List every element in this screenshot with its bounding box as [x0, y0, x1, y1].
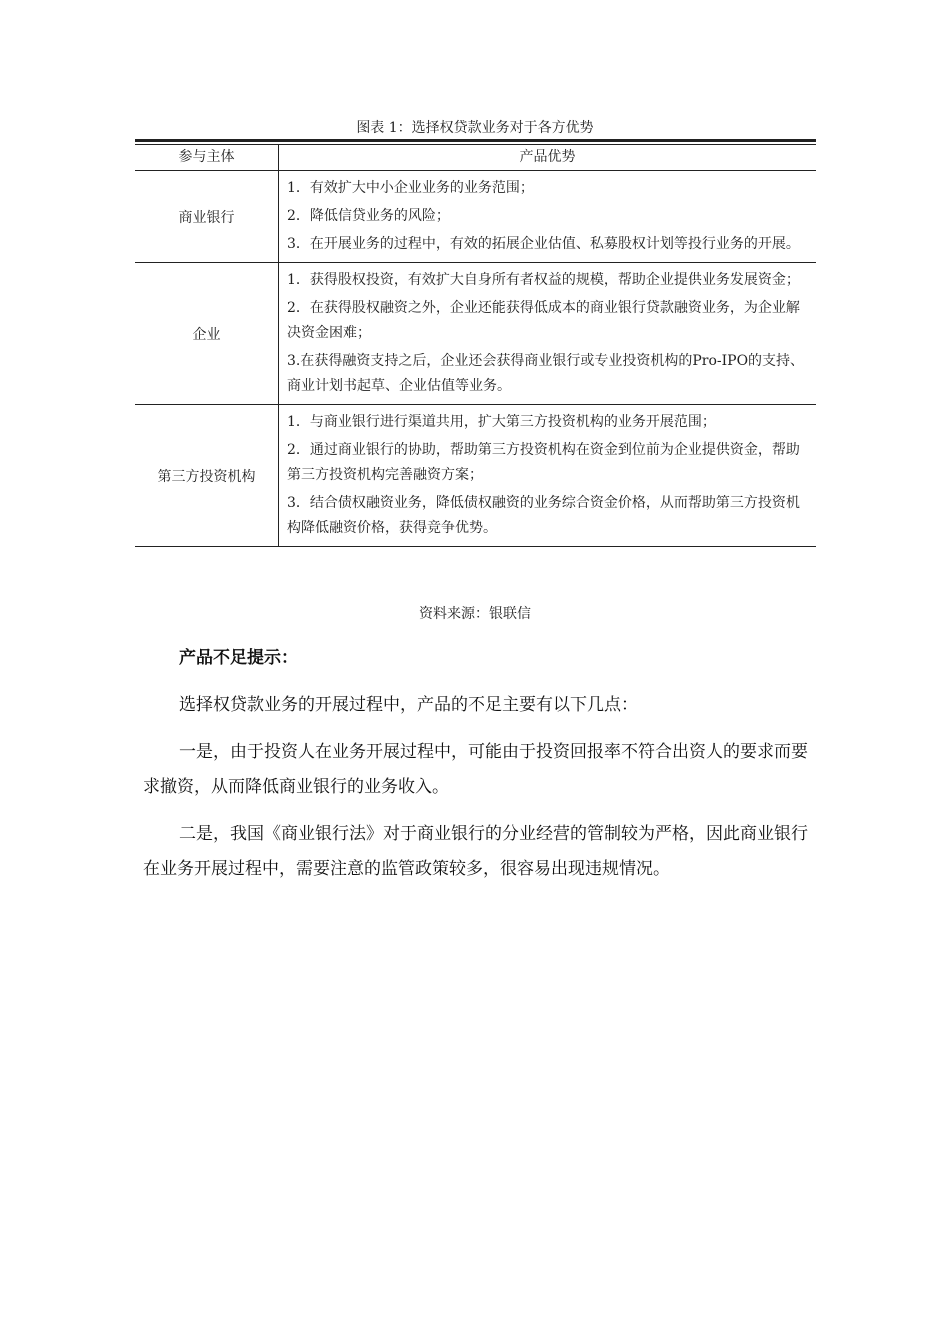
advantage-point: 2．降低信贷业务的风险；	[287, 208, 450, 224]
table-top-rule	[135, 139, 816, 142]
row-entity: 第三方投资机构	[135, 405, 279, 547]
advantages-table	[135, 144, 816, 547]
table-row	[135, 171, 816, 263]
row-advantages	[279, 171, 817, 263]
header-entity: 参与主体	[135, 145, 279, 171]
paragraph: 选择权贷款业务的开展过程中，产品的不足主要有以下几点：	[179, 695, 638, 715]
advantage-point: 1．有效扩大中小企业业务的业务范围；	[287, 180, 534, 196]
header-advantage: 产品优势	[279, 145, 817, 171]
advantage-point: 1．获得股权投资，有效扩大自身所有者权益的规模，帮助企业提供业务发展资金；	[287, 272, 800, 288]
row-advantages	[279, 405, 817, 547]
advantage-point: 1．与商业银行进行渠道共用，扩大第三方投资机构的业务开展范围；	[287, 414, 716, 430]
table-row	[135, 263, 816, 405]
table-header-row	[135, 145, 816, 171]
row-entity: 企业	[135, 263, 279, 405]
advantage-point: 2．在获得股权融资之外，企业还能获得低成本的商业银行贷款融资业务，为企业解决资金困难；	[287, 300, 800, 341]
advantage-point: 3．在开展业务的过程中，有效的拓展企业估值、私募股权计划等投行业务的开展。	[287, 236, 800, 252]
table-caption: 图表 1：选择权贷款业务对于各方优势	[356, 120, 594, 136]
advantage-point: 3．结合债权融资业务，降低债权融资的业务综合资金价格，从而帮助第三方投资机构降低融资价格，获得竞争优势。	[287, 495, 800, 536]
advantage-point: 3.在获得融资支持之后，企业还会获得商业银行或专业投资机构的Pro-IPO的支持、商业计划书起草、企业估值等业务。	[287, 353, 805, 394]
paragraph: 二是，我国《商业银行法》对于商业银行的分业经营的管制较为严格，因此商业银行在业务开展过程中，需要注意的监管政策较多，很容易出现违规情况。	[143, 824, 808, 879]
row-advantages	[279, 263, 817, 405]
section-heading: 产品不足提示：	[179, 648, 298, 668]
table-source: 资料来源：银联信	[419, 606, 531, 622]
paragraph: 一是，由于投资人在业务开展过程中，可能由于投资回报率不符合出资人的要求而要求撤资，从而降低商业银行的业务收入。	[143, 742, 808, 797]
advantage-point: 2．通过商业银行的协助，帮助第三方投资机构在资金到位前为企业提供资金，帮助第三方投资机构完善融资方案；	[287, 442, 800, 483]
row-entity: 商业银行	[135, 171, 279, 263]
section-body	[143, 688, 811, 887]
table-row	[135, 405, 816, 547]
